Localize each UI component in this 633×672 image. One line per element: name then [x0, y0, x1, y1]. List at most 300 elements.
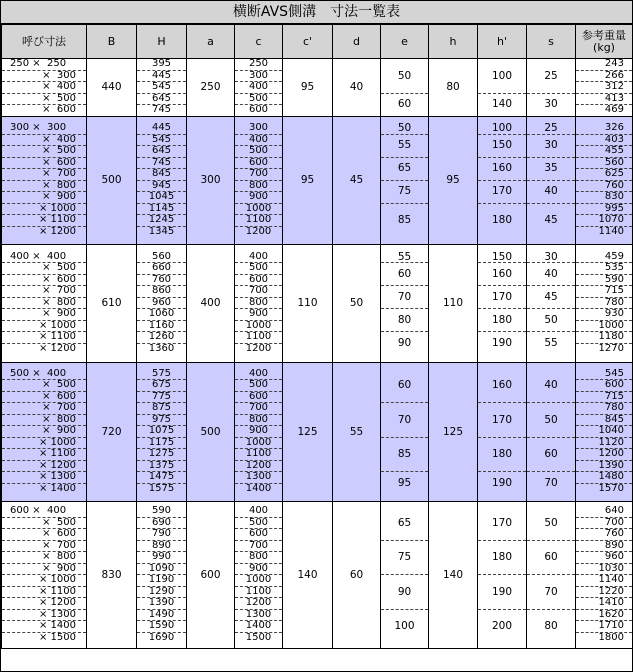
e-value-cell: [381, 116, 429, 244]
header-d: d: [333, 25, 381, 59]
nominal-size-value: × 1100: [2, 587, 86, 599]
weight-value: 1620: [576, 610, 632, 622]
e-value-cell: [381, 244, 429, 362]
h-height-value: 590: [137, 506, 186, 518]
s-value-value: 70: [527, 575, 575, 610]
header-row: [2, 25, 633, 59]
nominal-size-value: × 900: [2, 192, 86, 204]
s-value-value: 25: [527, 59, 575, 94]
header-weight-label: 参考重量: [582, 28, 626, 42]
e-value-list: [381, 123, 428, 237]
s-value-value: 50: [527, 403, 575, 438]
nominal-size-value: × 500: [2, 263, 86, 275]
nominal-size-list: [2, 123, 86, 237]
nominal-size-value: × 800: [2, 298, 86, 310]
h-prime-value-value: 180: [491, 214, 513, 226]
weight-value: 1140: [598, 226, 624, 237]
h-height-value: 660: [137, 263, 186, 275]
weight-value: 760: [576, 181, 632, 193]
size-group-row: [2, 362, 633, 501]
weight-list: [576, 123, 632, 237]
c-value-cell: [235, 59, 283, 117]
h-height-value: 645: [137, 94, 186, 106]
e-value-value: 65: [381, 506, 428, 541]
weight-value: 413: [576, 94, 632, 106]
h-height-value: 1145: [137, 204, 186, 216]
b-value: 610: [87, 244, 137, 362]
c-value-value: 1000: [235, 321, 282, 333]
size-group-row: [2, 59, 633, 117]
c-value-cell: [235, 362, 283, 501]
h-prime-value-value: 160: [478, 369, 526, 404]
h-prime-value-list: [478, 59, 526, 116]
d-value: 45: [333, 116, 381, 244]
weight-value: 1180: [576, 332, 632, 344]
weight-cell: [576, 59, 633, 117]
nominal-size-cell: [2, 244, 87, 362]
c-value-value: 600: [248, 105, 269, 115]
nominal-size-value: × 700: [2, 286, 86, 298]
s-value-list: [527, 369, 575, 495]
header-s: s: [527, 25, 576, 59]
s-value-value: 55: [544, 337, 558, 349]
weight-value: 1070: [576, 215, 632, 227]
nominal-size-value: × 1300: [2, 472, 86, 484]
h-height-value: 1045: [137, 192, 186, 204]
nominal-size-value: × 600: [42, 105, 76, 115]
c-value-value: 900: [235, 309, 282, 321]
h-height-value: 860: [137, 286, 186, 298]
nominal-size-cell: [2, 116, 87, 244]
h-small-value: 80: [429, 59, 478, 117]
nominal-size-value: × 800: [2, 552, 86, 564]
weight-value: 1000: [576, 321, 632, 333]
size-group-row: [2, 501, 633, 648]
c-value-value: 1100: [235, 215, 282, 227]
h-height-value: 890: [137, 541, 186, 553]
s-value-value: 35: [527, 158, 575, 181]
nominal-size-value: × 1100: [2, 332, 86, 344]
h-prime-value-list: [478, 123, 526, 237]
h-height-value: 1060: [137, 309, 186, 321]
c-value-cell: [235, 501, 283, 648]
weight-value: 1200: [576, 449, 632, 461]
h-height-value: 1390: [137, 598, 186, 610]
weight-value: 469: [604, 105, 624, 115]
nominal-size-list: [2, 59, 86, 116]
weight-value: 1120: [576, 438, 632, 450]
weight-value: 995: [576, 204, 632, 216]
c-value-list: [235, 252, 282, 355]
s-value-value: 70: [544, 477, 558, 489]
nominal-size-value: × 1100: [2, 449, 86, 461]
h-height-value: 1190: [137, 575, 186, 587]
c-value-value: 800: [235, 298, 282, 310]
h-height-value: 1090: [137, 564, 186, 576]
c-value-value: 700: [235, 541, 282, 553]
c-value-value: 400: [235, 506, 282, 518]
d-value: 50: [333, 244, 381, 362]
weight-cell: [576, 501, 633, 648]
h-height-value: 945: [137, 181, 186, 193]
b-value: 500: [87, 116, 137, 244]
h-height-cell: [137, 59, 187, 117]
header-c: c: [235, 25, 283, 59]
c-prime-value: 125: [283, 362, 333, 501]
h-height-value: 1075: [137, 426, 186, 438]
c-value-value: 700: [235, 169, 282, 181]
e-value-value: 85: [381, 438, 428, 473]
c-value-list: [235, 59, 282, 116]
header-e: e: [381, 25, 429, 59]
nominal-size-cell: [2, 362, 87, 501]
h-height-value: 1690: [148, 632, 175, 643]
e-value-value: 65: [381, 158, 428, 181]
c-value-list: [235, 506, 282, 643]
h-height-list: [137, 123, 186, 237]
nominal-size-value: × 500: [2, 518, 86, 530]
e-value-value: 80: [381, 309, 428, 332]
header-weight-unit: (kg): [593, 40, 615, 54]
c-value-value: 1200: [235, 598, 282, 610]
e-value-list: [381, 506, 428, 643]
h-height-value: 675: [137, 380, 186, 392]
s-value-value: 60: [527, 541, 575, 576]
c-value-value: 400: [235, 369, 282, 381]
c-value-value: 500: [235, 263, 282, 275]
h-height-value: 875: [137, 403, 186, 415]
weight-value: 459: [576, 252, 632, 264]
weight-cell: [576, 244, 633, 362]
nominal-size-value: × 400: [2, 82, 86, 94]
h-height-value: 790: [137, 529, 186, 541]
h-height-cell: [137, 501, 187, 648]
c-value-value: 400: [235, 135, 282, 147]
nominal-size-value: × 1400: [2, 621, 86, 633]
d-value: 40: [333, 59, 381, 117]
h-prime-value-cell: [478, 362, 527, 501]
weight-value: 545: [576, 369, 632, 381]
h-prime-value-value: 140: [491, 98, 513, 111]
c-value-value: 1000: [235, 575, 282, 587]
weight-value: 1030: [576, 564, 632, 576]
e-value-cell: [381, 501, 429, 648]
h-prime-value-value: 180: [478, 438, 526, 473]
table-title: 横断AVS側溝 寸法一覧表: [1, 1, 632, 24]
s-value-cell: [527, 501, 576, 648]
nominal-size-value: × 500: [2, 146, 86, 158]
nominal-size-list: [2, 506, 86, 643]
h-height-list: [137, 506, 186, 643]
header-h-prime: h': [478, 25, 527, 59]
c-value-cell: [235, 244, 283, 362]
h-height-value: 1375: [137, 461, 186, 473]
c-value-value: 1000: [235, 204, 282, 216]
c-value-value: 1100: [235, 332, 282, 344]
d-value: 60: [333, 501, 381, 648]
h-height-value: 545: [137, 135, 186, 147]
nominal-size-list: [2, 369, 86, 495]
weight-value: 1710: [576, 621, 632, 633]
weight-value: 560: [576, 158, 632, 170]
s-value-value: 45: [544, 214, 558, 226]
h-height-value: 1290: [137, 587, 186, 599]
nominal-size-value: × 900: [2, 309, 86, 321]
b-value: 830: [87, 501, 137, 648]
weight-value: 625: [576, 169, 632, 181]
c-value-value: 300: [235, 71, 282, 83]
e-value-value: 90: [397, 337, 412, 349]
a-value: 250: [187, 59, 235, 117]
s-value-value: 50: [527, 309, 575, 332]
a-value: 500: [187, 362, 235, 501]
h-prime-value-value: 180: [478, 541, 526, 576]
e-value-value: 50: [381, 59, 428, 94]
weight-value: 600: [576, 380, 632, 392]
nominal-size-value: × 1200: [2, 598, 86, 610]
h-height-value: 1490: [137, 610, 186, 622]
s-value-list: [527, 252, 575, 355]
c-value-value: 1500: [245, 632, 272, 643]
s-value-value: 45: [527, 286, 575, 309]
e-value-value: 90: [381, 575, 428, 610]
e-value-value: 75: [381, 181, 428, 204]
dimension-table: [1, 24, 633, 649]
h-height-value: 1590: [137, 621, 186, 633]
weight-value: 715: [576, 286, 632, 298]
weight-value: 1040: [576, 426, 632, 438]
c-value-value: 900: [235, 192, 282, 204]
nominal-size-value: × 1200: [2, 461, 86, 473]
nominal-size-value: 300 × 300: [2, 123, 86, 135]
h-height-value: 775: [137, 392, 186, 404]
weight-value: 930: [576, 309, 632, 321]
h-height-value: 1275: [137, 449, 186, 461]
header-weight: [576, 25, 633, 59]
h-prime-value-list: [478, 252, 526, 355]
h-height-value: 745: [137, 158, 186, 170]
a-value: 600: [187, 501, 235, 648]
h-prime-value-cell: [478, 244, 527, 362]
c-value-value: 1100: [235, 587, 282, 599]
h-small-value: 125: [429, 362, 478, 501]
c-value-value: 1200: [245, 226, 272, 237]
weight-value: 760: [576, 529, 632, 541]
c-value-value: 1200: [235, 461, 282, 473]
nominal-size-value: × 600: [2, 529, 86, 541]
c-value-value: 600: [235, 158, 282, 170]
size-group-row: [2, 244, 633, 362]
e-value-value: 60: [397, 98, 412, 111]
h-height-list: [137, 369, 186, 495]
nominal-size-value: 600 × 400: [2, 506, 86, 518]
h-height-value: 990: [137, 552, 186, 564]
h-height-list: [137, 59, 186, 116]
s-value-cell: [527, 116, 576, 244]
d-value: 55: [333, 362, 381, 501]
h-height-value: 760: [137, 275, 186, 287]
h-height-cell: [137, 362, 187, 501]
c-value-value: 900: [235, 564, 282, 576]
h-prime-value-value: 190: [491, 337, 513, 349]
nominal-size-list: [2, 252, 86, 355]
h-height-value: 1175: [137, 438, 186, 450]
e-value-value: 85: [397, 214, 412, 226]
header-a: a: [187, 25, 235, 59]
weight-value: 590: [576, 275, 632, 287]
nominal-size-value: × 600: [2, 392, 86, 404]
nominal-size-value: 500 × 400: [2, 369, 86, 381]
h-prime-value-cell: [478, 501, 527, 648]
e-value-value: 50: [381, 123, 428, 135]
h-height-value: 645: [137, 146, 186, 158]
c-value-value: 800: [235, 415, 282, 427]
weight-value: 780: [576, 298, 632, 310]
h-prime-value-value: 160: [478, 263, 526, 286]
weight-value: 830: [576, 192, 632, 204]
nominal-size-value: × 1000: [2, 575, 86, 587]
nominal-size-value: × 500: [2, 380, 86, 392]
h-height-value: 1575: [148, 483, 175, 494]
h-prime-value-value: 150: [478, 135, 526, 158]
s-value-value: 30: [544, 98, 558, 111]
c-value-list: [235, 369, 282, 495]
nominal-size-cell: [2, 501, 87, 648]
b-value: 720: [87, 362, 137, 501]
s-value-value: 40: [527, 263, 575, 286]
e-value-list: [381, 369, 428, 495]
h-prime-value-value: 100: [478, 123, 526, 135]
s-value-list: [527, 506, 575, 643]
nominal-size-value: × 1000: [2, 204, 86, 216]
h-height-value: 845: [137, 169, 186, 181]
h-height-value: 445: [137, 71, 186, 83]
nominal-size-value: × 900: [2, 426, 86, 438]
c-value-list: [235, 123, 282, 237]
c-value-value: 900: [235, 426, 282, 438]
c-prime-value: 140: [283, 501, 333, 648]
weight-list: [576, 252, 632, 355]
h-prime-value-value: 100: [478, 59, 526, 94]
h-small-value: 95: [429, 116, 478, 244]
header-c-prime: c': [283, 25, 333, 59]
e-value-value: 55: [381, 135, 428, 158]
nominal-size-value: × 1100: [2, 215, 86, 227]
h-height-list: [137, 252, 186, 355]
h-height-value: 395: [137, 59, 186, 71]
e-value-value: 75: [381, 541, 428, 576]
weight-value: 455: [576, 146, 632, 158]
c-value-value: 1100: [235, 449, 282, 461]
s-value-cell: [527, 59, 576, 117]
header-h: H: [137, 25, 187, 59]
weight-value: 640: [576, 506, 632, 518]
nominal-size-value: × 700: [2, 169, 86, 181]
weight-value: 715: [576, 392, 632, 404]
nominal-size-value: × 600: [2, 275, 86, 287]
h-prime-value-value: 190: [478, 575, 526, 610]
h-height-value: 560: [137, 252, 186, 264]
c-prime-value: 110: [283, 244, 333, 362]
weight-value: 1480: [576, 472, 632, 484]
h-prime-value-value: 150: [478, 252, 526, 264]
h-height-value: 745: [151, 105, 172, 115]
weight-value: 1410: [576, 598, 632, 610]
s-value-value: 30: [527, 135, 575, 158]
c-value-value: 1200: [245, 343, 272, 354]
weight-value: 1390: [576, 461, 632, 473]
c-value-value: 1400: [245, 483, 272, 494]
c-value-cell: [235, 116, 283, 244]
c-value-value: 250: [235, 59, 282, 71]
h-height-value: 1345: [148, 226, 175, 237]
nominal-size-value: × 300: [2, 71, 86, 83]
s-value-value: 50: [527, 506, 575, 541]
h-prime-value-value: 170: [478, 403, 526, 438]
e-value-cell: [381, 362, 429, 501]
c-value-value: 500: [235, 380, 282, 392]
c-value-value: 800: [235, 181, 282, 193]
s-value-cell: [527, 362, 576, 501]
s-value-value: 30: [527, 252, 575, 264]
weight-cell: [576, 362, 633, 501]
c-value-value: 1300: [235, 610, 282, 622]
h-prime-value-value: 170: [478, 286, 526, 309]
header-nominal-size: 呼び寸法: [2, 25, 87, 59]
weight-list: [576, 59, 632, 116]
weight-value: 403: [576, 135, 632, 147]
h-prime-value-value: 200: [491, 620, 513, 632]
h-prime-value-value: 170: [478, 506, 526, 541]
nominal-size-value: × 800: [2, 415, 86, 427]
h-small-value: 140: [429, 501, 478, 648]
h-height-cell: [137, 244, 187, 362]
h-prime-value-list: [478, 506, 526, 643]
c-value-value: 600: [235, 392, 282, 404]
c-prime-value: 95: [283, 59, 333, 117]
weight-value: 1570: [598, 483, 624, 494]
weight-cell: [576, 116, 633, 244]
nominal-size-value: × 1300: [2, 610, 86, 622]
nominal-size-value: × 400: [2, 135, 86, 147]
h-height-value: 975: [137, 415, 186, 427]
weight-value: 243: [576, 59, 632, 71]
nominal-size-value: × 500: [2, 94, 86, 106]
c-value-value: 600: [235, 275, 282, 287]
c-value-value: 400: [235, 252, 282, 264]
c-value-value: 500: [235, 518, 282, 530]
nominal-size-value: × 1500: [38, 632, 76, 643]
h-height-value: 1260: [137, 332, 186, 344]
e-value-value: 55: [381, 252, 428, 264]
weight-value: 1140: [576, 575, 632, 587]
h-prime-value-value: 190: [491, 477, 513, 489]
nominal-size-value: × 600: [2, 158, 86, 170]
a-value: 400: [187, 244, 235, 362]
e-value-list: [381, 252, 428, 355]
c-value-value: 500: [235, 146, 282, 158]
e-value-value: 95: [397, 477, 412, 489]
h-height-cell: [137, 116, 187, 244]
h-height-value: 575: [137, 369, 186, 381]
h-prime-value-cell: [478, 116, 527, 244]
e-value-list: [381, 59, 428, 116]
e-value-cell: [381, 59, 429, 117]
h-height-value: 545: [137, 82, 186, 94]
s-value-list: [527, 59, 575, 116]
s-value-value: 40: [527, 181, 575, 204]
c-value-value: 700: [235, 403, 282, 415]
